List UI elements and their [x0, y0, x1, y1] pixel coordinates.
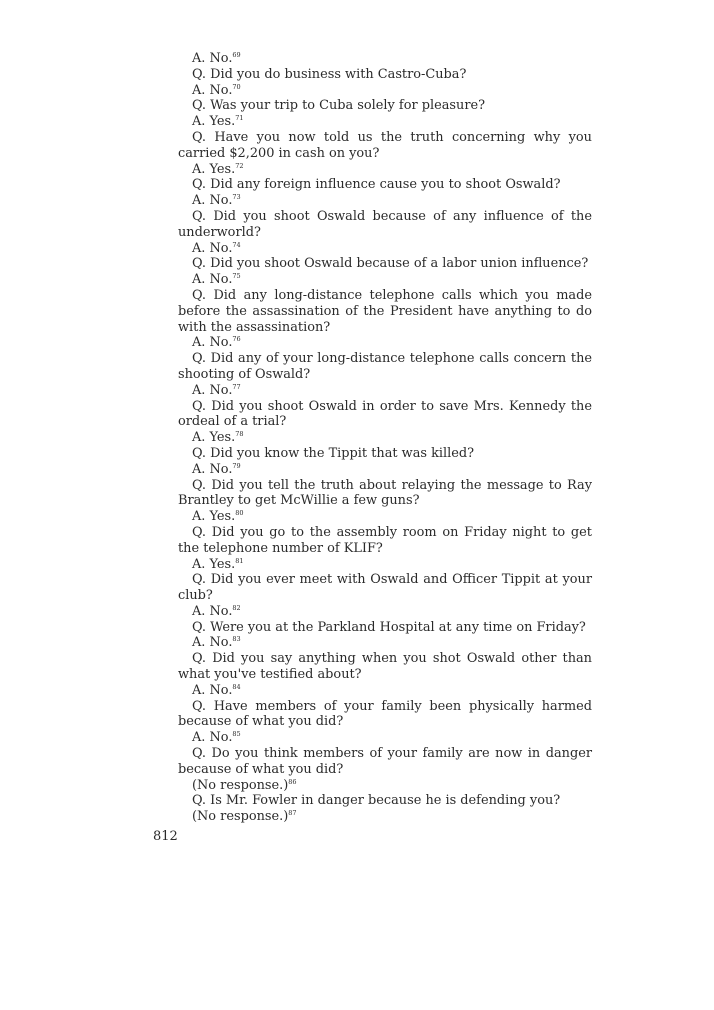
question-line: Q. Did any foreign influence cause you to shoot Oswald?	[192, 177, 561, 193]
answer-line: A. Yes.$^{72}$	[192, 161, 244, 177]
question-line: Q. Did any long-distance telephone calls which you made before the assassination of the President have anything to do with the assassination?	[178, 287, 592, 335]
question-line: Q. Did you ever meet with Oswald and Officer Tippit at your club?	[178, 572, 592, 604]
answer-line: A. No.$^{83}$	[192, 635, 241, 651]
question-line: Q. Did you tell the truth about relaying the message to Ray Brantley to get McWillie a few guns?	[178, 477, 592, 509]
question-line: Q. Did you know the Tippit that was killed?	[192, 445, 475, 461]
answer-line: A. No.$^{85}$	[192, 730, 241, 746]
question-line: Q. Was your trip to Cuba solely for pleasure?	[192, 98, 486, 114]
answer-line: A. Yes.$^{80}$	[192, 509, 244, 525]
answer-line: A. No.$^{82}$	[192, 603, 241, 619]
question-line: Q. Did you shoot Oswald in order to save Mrs. Kennedy the ordeal of a trial?	[178, 398, 592, 430]
answer-line: A. No.$^{73}$	[192, 193, 241, 209]
answer-line: A. Yes.$^{81}$	[192, 556, 244, 572]
answer-line: A. No.$^{69}$	[192, 51, 241, 66]
answer-line: A. No.$^{79}$	[192, 461, 241, 477]
answer-line: A. No.$^{75}$	[192, 272, 241, 288]
answer-line: A. No.$^{70}$	[192, 82, 241, 98]
question-line: Q. Did you go to the assembly room on Friday night to get the telephone number of KLIF?	[178, 524, 592, 556]
question-line: Q. Did you do business with Castro-Cuba?	[192, 66, 467, 82]
question-line: Q. Did any of your long-distance telephone calls concern the shooting of Oswald?	[178, 351, 592, 382]
answer-line: A. No.$^{74}$	[192, 240, 241, 256]
page-number: 812	[153, 829, 178, 844]
no-response-line: (No response.)$^{87}$	[192, 809, 297, 825]
question-line: Q. Did you say anything when you shot Oswald other than what you've testified about?	[178, 651, 592, 683]
question-line: Q. Do you think members of your family are now in danger because of what you did?	[178, 746, 592, 777]
no-response-line: (No response.)$^{86}$	[192, 777, 297, 793]
question-line: Q. Have you now told us the truth concerning why you carried $2,200 in cash on you?	[178, 129, 592, 161]
question-line: Q. Did you shoot Oswald because of a labor union influence?	[192, 256, 589, 272]
answer-line: A. No.$^{76}$	[192, 335, 241, 351]
answer-line: A. Yes.$^{71}$	[192, 114, 244, 130]
question-line: Q. Have members of your family been physically harmed because of what you did?	[178, 698, 592, 730]
question-line: Q. Were you at the Parkland Hospital at any time on Friday?	[192, 619, 586, 635]
question-line: Q. Is Mr. Fowler in danger because he is defending you?	[192, 793, 561, 809]
answer-line: A. No.$^{84}$	[192, 682, 241, 698]
testimony-text	[178, 51, 592, 825]
question-line: Q. Did you shoot Oswald because of any influence of the underworld?	[178, 208, 592, 240]
answer-line: A. No.$^{77}$	[192, 382, 241, 398]
answer-line: A. Yes.$^{78}$	[192, 430, 244, 446]
